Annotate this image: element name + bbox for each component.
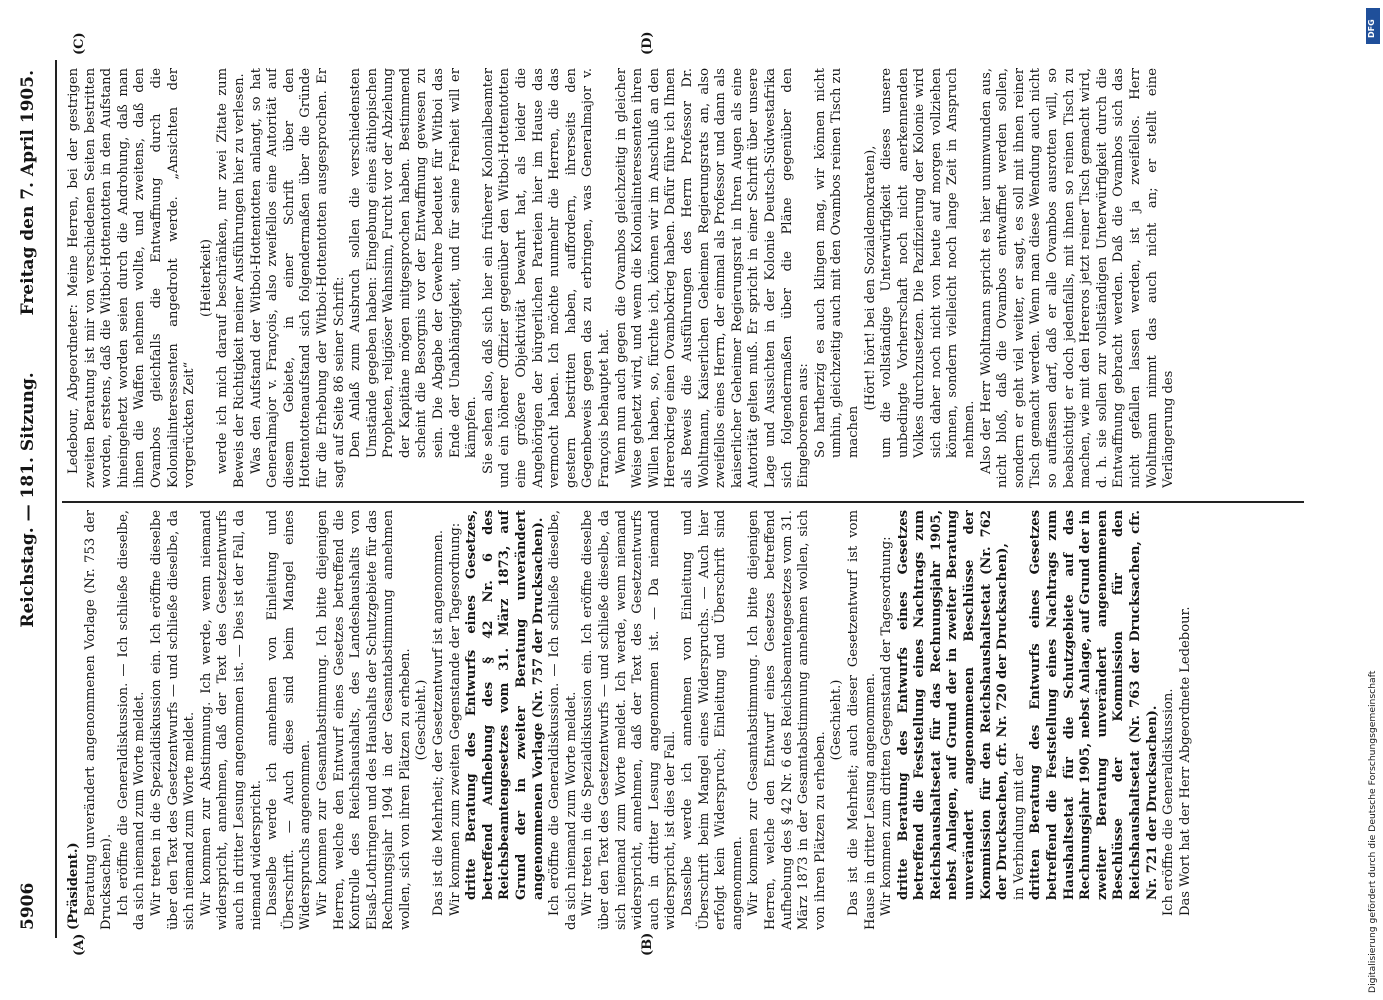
stage-direction: (Heiterkeit) bbox=[198, 239, 214, 317]
dfg-logo-text: DFG bbox=[1367, 19, 1376, 38]
speech-paragraph: Ledebour, Abgeordneter: Meine Herren, bei der gestrigen zweiten Beratung ist mir von verschiedenen Seiten bestritten worden, erstens, daß die Witboi-Hottentotten in den Aufstand hineingehetzt worden seien durch die Androhung, daß man ihnen die Waffen nehmen wollte, und zweitens, daß den Ovambos gleichfalls die Entwaffnung durch die Kolonialinteressenten angedroht werde. „Ansichten der vorgerückten Zeit“ bbox=[66, 68, 198, 488]
paragraph: Das ist die Mehrheit; auch dieser Gesetzentwurf ist vom Hause in dritter Lesung angenommen. bbox=[845, 510, 878, 930]
column-divider bbox=[62, 501, 1304, 503]
paragraph: Wir kommen zur Abstimmung. Ich werde, wenn niemand widerspricht, annehmen, daß der Text des Gesetzentwurfs auch in dritter Lesung angenommen ist. — Dies ist der Fall, da niemand widerspricht. bbox=[198, 510, 264, 930]
paragraph: Wir treten in die Spezialdiskussion ein. Ich eröffne dieselbe über den Text des Gesetzentwurfs — und schließe dieselbe, da sich niemand zum Worte meldet. bbox=[148, 510, 198, 930]
paragraph: Wir kommen zum zweiten Gegenstande der Tagesordnung: bbox=[447, 522, 463, 916]
speaker-label: (Präsident.) bbox=[66, 842, 81, 930]
paragraph: Ich eröffne die Generaldiskussion. — Ich schließe dieselbe, da sich niemand zum Worte meldet. bbox=[115, 510, 148, 930]
speech-paragraph: Wenn nun auch gegen die Ovambos gleichzeitig in gleicher Weise gehetzt wird, und wenn die Kolonialinteressenten ihren Willen haben, so, fürchte ich, können wir im Anschluß an den Hererokrieg einen Ovambokrieg haben. Dafür führe ich Ihnen als Beweis die Ausführungen des Herrn Professor Dr. Wohltmann, Kaiserlichen Geheimen Regierungsrats an, also zweifellos eines Herrn, der einmal als Professor und dann als kaiserlicher Geheimer Regierungsrat in Ihren Augen als eine Autorität gelten muß. Er spricht in einer Schrift über unsere Lage und Aussichten in der Kolonie Deutsch-Südwestafrika sich folgendermaßen über die Pläne gegenüber den Eingeborenen aus: bbox=[613, 68, 812, 488]
margin-mark-a: (A) bbox=[72, 933, 87, 956]
paragraph: Wir treten in die Spezialdiskussion ein. Ich eröffne dieselbe über den Text des Gesetzentwurfs — und schließe dieselbe, da sich niemand zum Worte meldet. Ich werde, wenn niemand widerspricht, annehmen, daß der Text des Gesetzentwurfs auch in dritter Lesung angenommen ist. — Da niemand widerspricht, ist dies der Fall. bbox=[580, 510, 679, 930]
paragraph: Wir kommen zur Gesamtabstimmung. Ich bitte diejenigen Herren, welche den Entwurf eines Gesetzes betreffend Aufhebung des § 42 Nr. 6 des Reichsbeamtengesetzes vom 31. März 1873 in der Gesamtabstimmung annehmen wollen, sich von ihren Plätzen zu erheben. bbox=[746, 510, 828, 930]
paragraph: Das Wort hat der Herr Abgeordnete Ledebour. bbox=[1177, 606, 1193, 916]
speech-paragraph: Sie sehen also, daß sich hier ein früherer Kolonialbeamter und ein höherer Offizier gegenüber den Witboi-Hottentotten eine größere Objektivität bewahrt hat, als leider die Angehörigen der bürgerlichen Parteien hier im Hause das vermocht haben. Ich möchte nunmehr die Herren, die das gestern bestritten haben, auffordern, ihrerseits den Gegenbeweis gegen das zu erbringen, was Generalmajor v. François behauptet hat. bbox=[480, 68, 612, 488]
speech-paragraph: Also der Herr Wohltmann spricht es hier unumwunden aus, nicht bloß, daß die Ovambos entwaffnet werden sollen, sondern er geht viel weiter, er sagt, es soll mit ihnen reiner Tisch gemacht werden. Wenn man diese Wendung auch nicht so auffassen darf, daß er alle Ovambos ausrotten will, so beabsichtigt er doch jedenfalls, mit ihnen so reinen Tisch zu machen, wie mit den Hereros jetzt reiner Tisch gemacht wird, d. h. sie sollen zur vollständigen Unterwürfigkeit durch die Entwaffnung gebracht werden. Daß die Ovambos sich das nicht gefallen lassen werden, ist ja zweifellos. Herr Wohltmann nimmt das auch nicht an; er stellt eine Verlängerung des bbox=[978, 68, 1177, 488]
paragraph: Ich eröffne die Generaldiskussion. — Ich schließe dieselbe, da sich niemand zum Worte meldet. bbox=[547, 510, 579, 930]
speech-paragraph: werde ich mich darauf beschränken, nur zwei Zitate zum Beweis der Richtigkeit meiner Ausführungen hier zu verlesen. bbox=[215, 68, 247, 488]
agenda-item: dritte Beratung des Entwurfs eines Gesetzes, betreffend Aufhebung des § 42 Nr. 6 des Reichsbeamtengesetzes vom 31. März 1873, auf Grund der in zweiter Beratung unverändert angenommenen Vorlage (Nr. 757 der Drucksachen). bbox=[464, 510, 546, 900]
header-rule bbox=[55, 60, 57, 938]
session-date: Freitag den 7. April 1905. bbox=[18, 70, 38, 316]
credit-strip bbox=[1362, 0, 1380, 1000]
paragraph: Das ist die Mehrheit; der Gesetzentwurf ist angenommen. bbox=[431, 530, 447, 916]
paragraph: Ich eröffne die Generaldiskussion. bbox=[1161, 688, 1177, 916]
quotation: So hartherzig es auch klingen mag, wir können nicht umhin, gleichzeitig auch mit den Ovambos reinen Tisch zu machen bbox=[812, 68, 861, 458]
paragraph: Dasselbe werde ich annehmen von Einleitung und Überschrift. — Auch diese sind beim Mangel eines Widerspruchs angenommen. bbox=[265, 510, 314, 930]
left-text-column bbox=[66, 510, 1304, 930]
margin-mark-d: (D) bbox=[640, 31, 655, 55]
funding-credit: Digitalisierung gefördert durch die Deutsche Forschungsgemeinschaft bbox=[1367, 670, 1378, 993]
stage-direction: (Hört! hört! bei den Sozialdemokraten), bbox=[862, 145, 878, 411]
dfg-logo bbox=[1366, 8, 1380, 44]
right-text-column bbox=[66, 68, 1304, 488]
stage-direction: (Geschieht.) bbox=[829, 679, 845, 761]
paragraph: Wir kommen zur Gesamtabstimmung. Ich bitte diejenigen Herren, welche den Entwurf eines Gesetzes betreffend die Kontrolle des Reichshaushalts, des Landeshaushalts von Elsaß-Lothringen und des Haushalts der Schutzgebiete für das Rechnungsjahr 1904 in der Gesamtabstimmung annehmen wollen, sich von ihren Plätzen zu erheben. bbox=[314, 510, 413, 930]
page-title: Reichstag. — 181. Sitzung. bbox=[18, 372, 38, 628]
paragraph: Wir kommen zum dritten Gegenstand der Tagesordnung: bbox=[879, 536, 895, 916]
agenda-item: dritte Beratung des Entwurfs eines Gesetzes betreffend die Feststellung eines Nachtrags zum Reichshaushaltsetat für das Rechnungsjahr 1905, nebst Anlagen, auf Grund der in zweiter Beratung unverändert angenommenen Beschlüsse der Kommission für den Reichshaushaltsetat (Nr. 762 der Drucksachen, cfr. Nr. 720 der Drucksachen), bbox=[895, 510, 1011, 900]
paragraph: in Verbindung mit der bbox=[1011, 753, 1027, 900]
margin-mark-b: (B) bbox=[640, 932, 655, 956]
agenda-item: dritten Beratung des Entwurfs eines Gesetzes betreffend die Feststellung eines Nachtrags zum Haushaltsetat für die Schutzgebiete auf das Rechnungsjahr 1905, nebst Anlage, auf Grund der in zweiter Beratung unverändert angenommenen Beschlüsse der Kommission für den Reichshaushaltsetat (Nr. 763 der Drucksachen, cfr. Nr. 721 der Drucksachen). bbox=[1028, 510, 1160, 900]
speech-paragraph: Was den Aufstand der Witboi-Hottentotten anlangt, so hat Generalmajor v. François, also zweifellos eine Autorität auf diesem Gebiete, in einer Schrift über den Hottentottenaufstand sich folgendermaßen über die Gründe für die Erhebung der Witboi-Hottentotten ausgesprochen. Er sagt auf Seite 86 seiner Schrift: bbox=[248, 68, 347, 488]
quotation: Den Anlaß zum Ausbruch sollen die verschiedensten Umstände gegeben haben: Eingebung eines äthiopischen Propheten, religiöser Wahnsinn, Furcht vor der Abziehung der Kapitäne mögen mitgesprochen haben. Bestimmend scheint die Besorgnis vor der Entwaffnung gewesen zu sein. Die Abgabe der Gewehre bedeutet für Witboi das Ende der Unabhängigkeit, und für seine Freiheit will er kämpfen. bbox=[348, 68, 480, 458]
quotation: um die vollständige Unterwürfigkeit dieses unsere unbedingte Vorherrschaft noch nicht anerkennenden Volkes durchzusetzen. Die Pazifizierung der Kolonie wird sich daher noch nicht von heute auf morgen vollziehen können, sondern vielleicht noch lange Zeit in Anspruch nehmen. bbox=[879, 68, 978, 458]
stage-direction: (Geschieht.) bbox=[414, 679, 430, 761]
margin-mark-c: (C) bbox=[72, 32, 87, 55]
paragraph: Beratung unverändert angenommenen Vorlage (Nr. 753 der Drucksachen). bbox=[82, 510, 115, 930]
page-number: 5906 bbox=[18, 882, 38, 930]
paragraph: Dasselbe werde ich annehmen von Einleitung und Überschrift beim Mangel eines Widerspruchs. — Auch hier erfolgt kein Widerspruch; Einleitung und Überschrift sind angenommen. bbox=[679, 510, 745, 930]
